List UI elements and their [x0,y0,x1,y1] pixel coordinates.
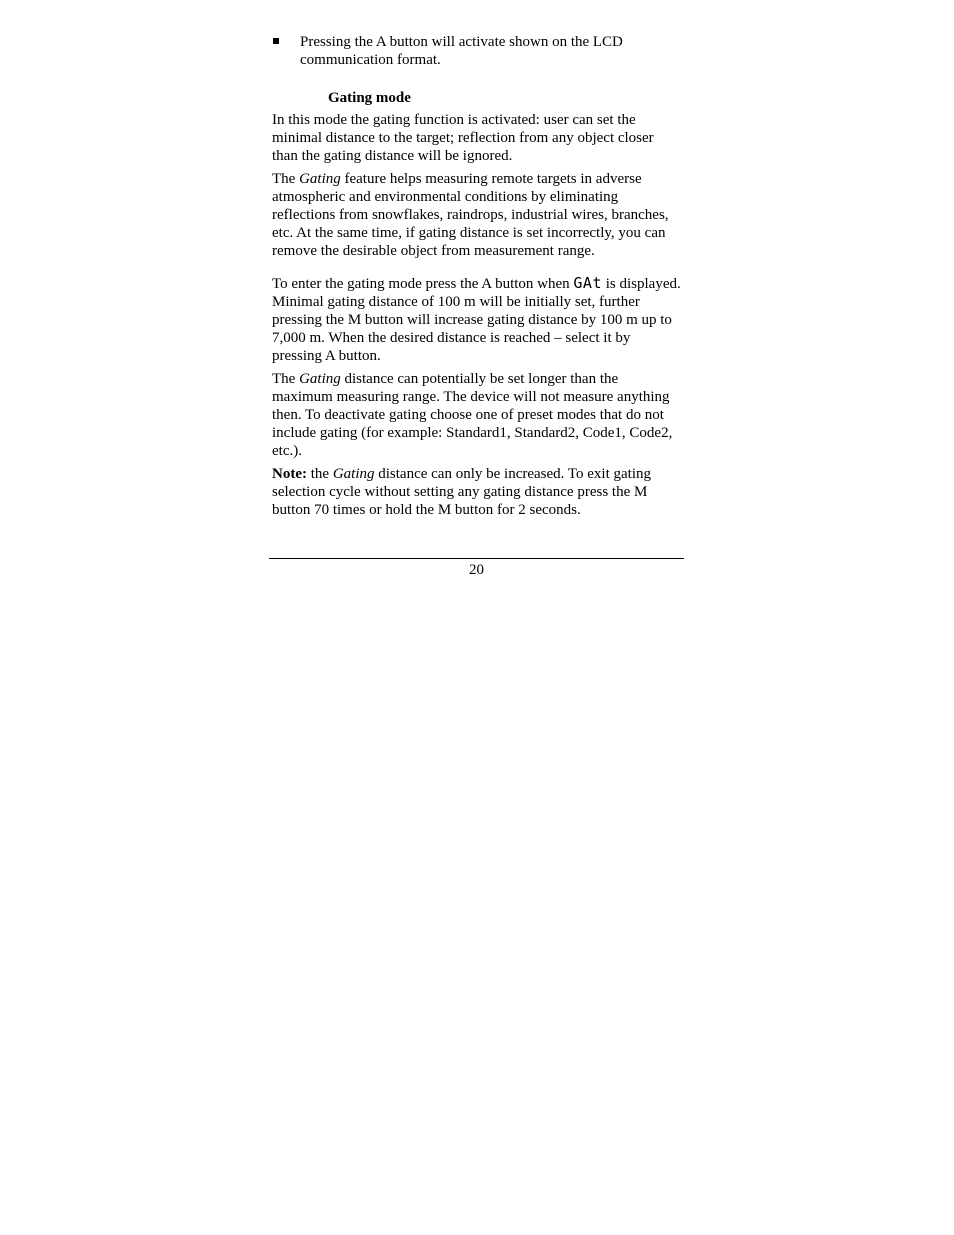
text-fragment: To enter the gating mode press the A button when [272,276,574,292]
text-fragment: is displayed. Minimal gating distance of 100 m will be initially set, further pressing the M button will increase gating distance by 100 m up to 7,000 m. When the desired distance is reached – select it by pressing A button. [272,276,681,364]
square-bullet-icon [273,38,279,44]
bullet-text: Pressing the A button will activate shown on the LCD communication format. [300,34,623,68]
bullet-item [272,33,682,69]
text-fragment: distance can only be increased. To exit gating selection cycle without setting any gating distance press the M button 70 times or hold the M button for 2 seconds. [272,466,651,518]
text-fragment: feature helps measuring remote targets in adverse atmospheric and environmental conditions by eliminating reflections from snowflakes, raindrops, industrial wires, branches, etc. At the same time, if gating distance is set incorrectly, you can remove the desirable object from measurement range. [272,171,669,259]
paragraph-enter-gating [272,274,682,365]
paragraph-intro-text: In this mode the gating function is activated: user can set the minimal distance to the target; reflection from any object closer than the gating distance will be ignored. [272,112,654,164]
note-label: Note: [272,466,307,482]
paragraph-note [272,465,682,519]
italic-term: Gating [299,171,341,187]
italic-term: Gating [299,371,341,387]
page-content [272,33,682,524]
section-heading: Gating mode [328,90,411,106]
footer-divider [269,558,684,559]
text-fragment: distance can potentially be set longer than the maximum measuring range. The device will not measure anything then. To deactivate gating choose one of preset modes that do not include gating (for example: Standard1, Standard2, Code1, Code2, etc.). [272,371,673,459]
text-fragment: the [306,466,333,482]
lcd-display-text: GAt [573,274,602,292]
paragraph-gating-feature [272,170,682,260]
text-fragment: The [272,171,300,187]
page-number: 20 [469,562,484,578]
italic-term: Gating [332,466,375,482]
paragraph-gating-distance [272,370,682,460]
text-fragment: The [272,371,300,387]
paragraph-intro [272,111,682,165]
